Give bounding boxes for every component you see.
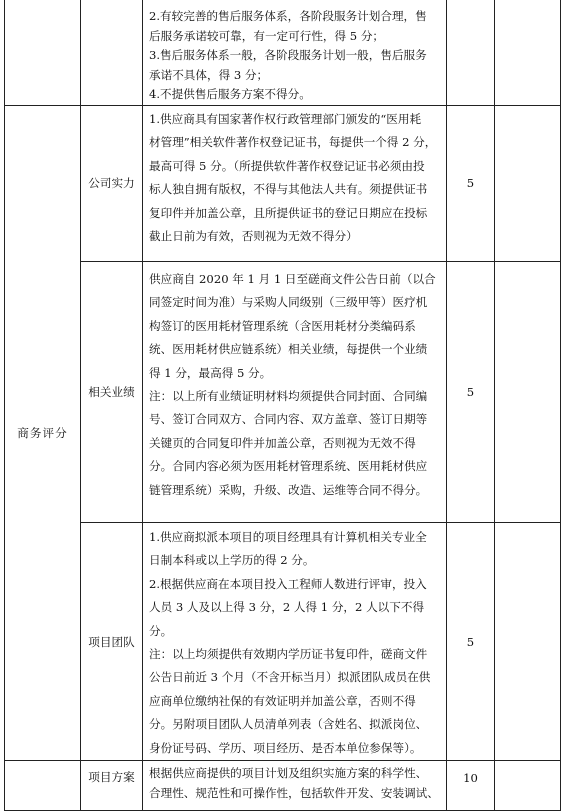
description-line: 注：以上均须提供有效期内学历证书复印件，磋商文件 bbox=[149, 647, 428, 661]
criteria-description bbox=[143, 0, 447, 105]
description-line: 链管理系统）采购，升级、改造、运维等合同不得分。 bbox=[149, 482, 428, 497]
empty-cell bbox=[495, 261, 561, 522]
scoring-table bbox=[4, 0, 561, 811]
description-line: 得 1 分，最高得 5 分。 bbox=[149, 365, 272, 380]
empty-cell bbox=[495, 761, 561, 811]
description-line: 人员 3 人及以上得 3 分，2 人得 1 分，2 人以下不得分。 bbox=[149, 600, 425, 638]
description-line: 材管理”相关软件著作权登记证书，每提供一个得 2 分， bbox=[149, 135, 437, 150]
empty-cell bbox=[495, 0, 561, 105]
score-cell: 5 bbox=[447, 105, 495, 261]
description-line: 注：以上所有业绩证明材料均须提供合同封面、合同编 bbox=[149, 389, 428, 403]
description-line: 号、签订合同双方、合同内容、双方盖章、签订日期等 bbox=[149, 412, 428, 427]
item-name: 相关业绩 bbox=[81, 261, 143, 522]
description-line: 分。合同内容必须为医用耗材管理系统、医用耗材供应 bbox=[149, 459, 428, 474]
description-line: 2.有较完善的售后服务体系，各阶段服务计划合理，售 bbox=[149, 9, 427, 23]
empty-cell bbox=[5, 761, 81, 811]
empty-cell bbox=[5, 0, 81, 105]
table-row bbox=[5, 522, 561, 760]
description-line: 最高可得 5 分。（所提供软件著作权登记证书必须由投 bbox=[149, 158, 425, 173]
score-cell: 5 bbox=[447, 261, 495, 522]
description-line: 日制本科或以上学历的得 2 分。 bbox=[149, 553, 315, 568]
item-name: 项目团队 bbox=[81, 522, 143, 760]
table-row bbox=[5, 105, 561, 261]
description-line: 公告日前近 3 个月（不含开标当月）拟派团队成员在供 bbox=[149, 670, 431, 685]
description-line: 统、医用耗材供应链系统）相关业绩，每提供一个业绩 bbox=[149, 342, 428, 357]
empty-cell bbox=[447, 0, 495, 105]
description-line: 2.根据供应商在本项目投入工程师人数进行评审，投入 bbox=[149, 576, 427, 591]
description-line: 关键页的合同复印件并加盖公章，否则视为无效不得 bbox=[149, 435, 416, 450]
criteria-description bbox=[143, 522, 447, 760]
table-row bbox=[5, 261, 561, 522]
description-line: 后服务承诺较可靠，有一定可行性，得 5 分； bbox=[149, 28, 385, 43]
empty-cell bbox=[81, 0, 143, 105]
description-line: 复印件并加盖公章，且所提供证书的登记日期应在投标 bbox=[149, 205, 428, 220]
description-line: 截止日前为有效，否则视为无效不得分） bbox=[149, 229, 358, 243]
description-line: 同签定时间为准）与采购人同级别（三级甲等）医疗机 bbox=[149, 295, 428, 310]
empty-cell bbox=[495, 105, 561, 261]
description-line: 应商单位缴纳社保的有效证明并加盖公章，否则不得 bbox=[149, 693, 416, 708]
description-line: 标人独自拥有版权，不得与其他法人共有。须提供证书 bbox=[149, 182, 428, 197]
description-line: 身份证号码、学历、项目经历、是否本单位参保等）。 bbox=[149, 740, 422, 755]
description-line: 承诺不具体，得 3 分； bbox=[149, 67, 269, 82]
description-line: 合理性、规范性和可操作性，包括软件开发、安装调试、 bbox=[149, 786, 439, 801]
description-line: 3.售后服务体系一般，各阶段服务计划一般，售后服务 bbox=[149, 48, 427, 63]
score-cell: 5 bbox=[447, 522, 495, 760]
criteria-description bbox=[143, 261, 447, 522]
table-row bbox=[5, 761, 561, 811]
item-name: 项目方案 bbox=[81, 761, 143, 811]
description-line: 1.供应商拟派本项目的项目经理具有计算机相关专业全 bbox=[149, 529, 427, 544]
description-line: 供应商自 2020 年 1 月 1 日至磋商文件公告日前（以合 bbox=[149, 271, 436, 286]
description-line: 1.供应商具有国家著作权行政管理部门颁发的“医用耗 bbox=[149, 111, 422, 126]
category-cell: 商务评分 bbox=[5, 105, 81, 760]
criteria-description bbox=[143, 105, 447, 261]
description-line: 4.不提供售后服务方案不得分。 bbox=[149, 87, 311, 102]
score-cell: 10 bbox=[447, 761, 495, 811]
empty-cell bbox=[495, 522, 561, 760]
criteria-description bbox=[143, 761, 447, 811]
description-line: 分。另附项目团队人员清单列表（含姓名、拟派岗位、 bbox=[149, 717, 428, 732]
item-name: 公司实力 bbox=[81, 105, 143, 261]
description-line: 构签订的医用耗材管理系统（含医用耗材分类编码系 bbox=[149, 318, 416, 333]
table-row bbox=[5, 0, 561, 105]
description-line: 根据供应商提供的项目计划及组织实施方案的科学性、 bbox=[149, 766, 428, 781]
